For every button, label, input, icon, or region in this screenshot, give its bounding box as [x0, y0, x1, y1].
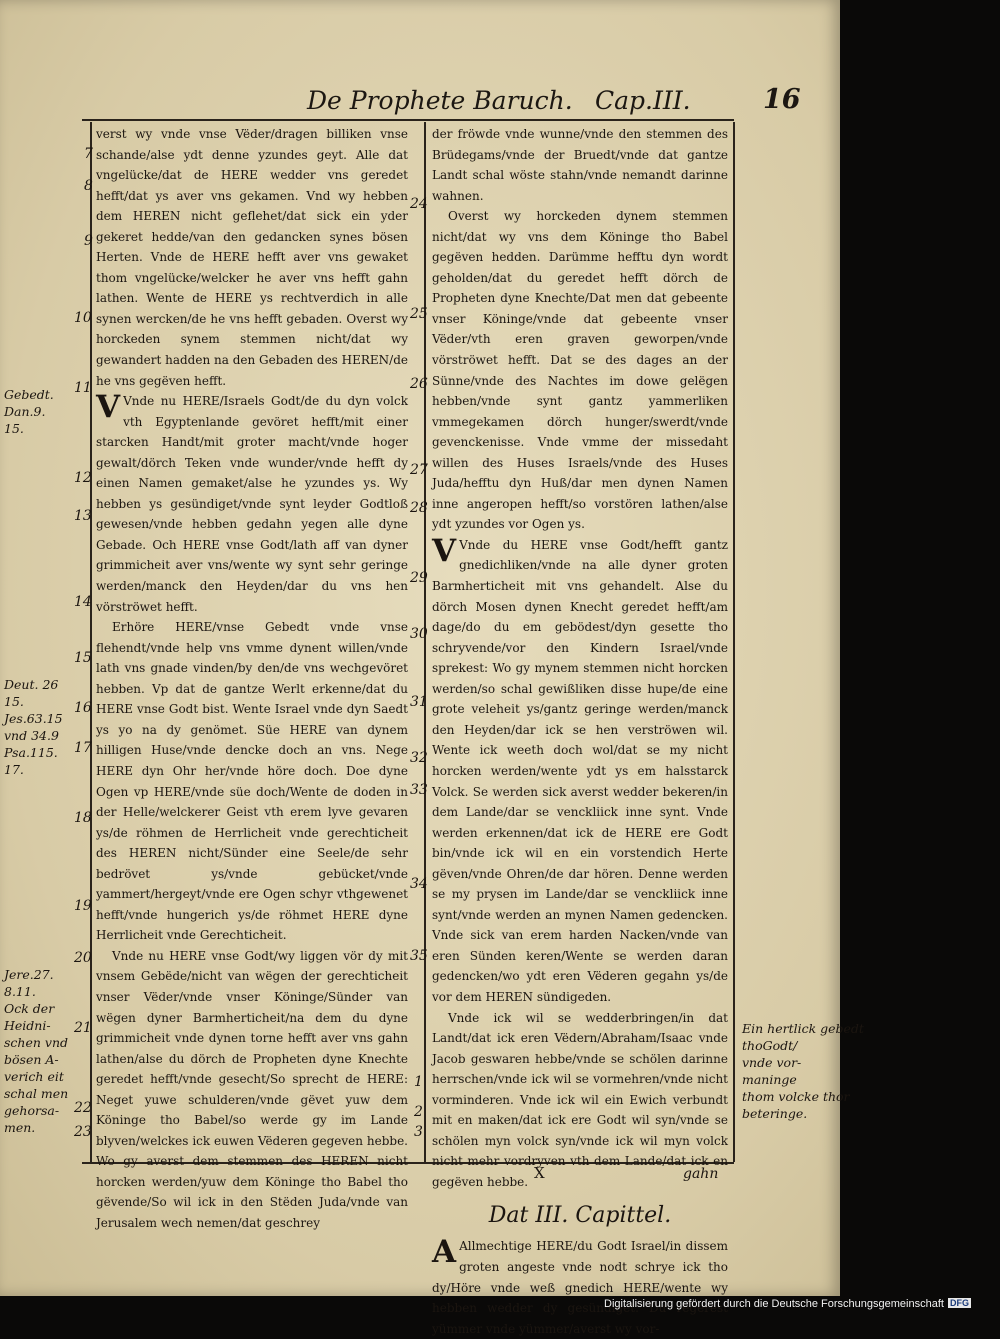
catchword: gahn: [683, 1166, 719, 1182]
verse-number: 1: [414, 1074, 423, 1090]
folio-number: 16: [763, 84, 801, 115]
verse-number: 26: [410, 376, 428, 392]
verse-number: 34: [410, 876, 428, 892]
verse-number: 19: [74, 898, 92, 914]
paragraph: [432, 1236, 728, 1339]
verse-number: 2: [414, 1104, 423, 1120]
marginal-gloss: Jere.27. 8.11. Ock der Heidni- schen vnd bösen A- verich eit schal men gehorsa- men.: [4, 967, 69, 1135]
verse-number: 7: [84, 146, 93, 162]
paragraph: verst wy vnde vnse Vëder/dragen billiken vnse schande/alse ydt denne yzundes geyt. Alle dat vngelücke/dat de HERE wedder vns geredet hefft/dat ys aver vns gekamen. Vnd wy hebben dem HEREN nicht geflehet/dat sick ein yder gekeret hedde/van den gedancken synes bösen Herten. Vnde de HERE hefft aver vns gewaket thom vngelücke/welcker he aver vns hefft gahn lathen. Wente de HERE ys rechtverdich in alle synen wercken/de he vns hefft gebaden. Overst wy horckeden synem stemmen nicht/dat wy gewandert hadden na den Gebaden des HEREN/de he vns gegëven hefft.: [96, 127, 408, 388]
verse-number: 18: [74, 810, 92, 826]
verse-number: 30: [410, 626, 428, 642]
verse-number: 31: [410, 694, 428, 710]
paragraph: Erhöre HERE/vnse Gebedt vnde vnse flehendt/vnde help vns vmme dynent willen/vnde lath vns gnade vinden/by den/de vns wechgevöret hebben. Vp dat de gantze Werlt erkenne/dat du HERE vnse Godt bist. Wente Israel vnde dyn Saedt ys yo na dy genömet. Süe HERE van dynem hilligen Huse/vnde dencke doch an vns. Nege HERE dyn Ohr her/vnde höre doch. Doe dyne Ogen vp HERE/vnde süe doch/Wente de doden in der Helle/welckerer Geist vth erem lyve gevaren ys/de röhmen de Herrlicheit vnde gerechticheit des HEREN nicht/Sünder eine Seele/de sehr bedrövet ys/vnde gebücket/vnde yammert/hergeyt/vnde ere Ogen schyr vthgewenet hefft/vnde hungerich ys/de röhmet HERE dyne Herrlicheit vnde Gerechticheit.: [96, 620, 408, 943]
marginal-gloss: Ein hertlick gebedt thoGodt/ vnde vor- maninge thom volcke thor beteringe.: [742, 1021, 864, 1121]
verse-number: 22: [74, 1100, 92, 1116]
digitization-credit: [604, 1298, 971, 1310]
drop-cap: V: [432, 532, 457, 569]
verse-number: 20: [74, 950, 92, 966]
verse-number: 29: [410, 570, 428, 586]
drop-cap: V: [96, 389, 121, 426]
paragraph: Vnde ick wil se wedderbringen/in dat Landt/dat ick eren Vëdern/Abraham/Isaac vnde Jacob geswaren hebbe/vnde se schölen darinne herrschen/vnde ick wil se vormehren/vnde nicht vorminderen. Vnde ick wil ein Ewich verbundt mit en maken/dat ick ere Godt wil syn/vnde se schölen myn volck syn/vnde ick wil myn volck nicht mehr vordryven vth dem Lande/dat ick en gegëven hebbe.: [432, 1010, 728, 1189]
drop-cap: A: [432, 1234, 457, 1271]
paragraph: der fröwde vnde wunne/vnde den stemmen des Brüdegams/vnde der Bruedt/vnde dat gantze Landt schal wöste stahn/vnde nemandt darinne wahnen.: [432, 127, 728, 203]
right-margin-rule: [733, 122, 735, 1162]
verse-number: 32: [410, 750, 428, 766]
marginal-gloss: Deut. 26 15. Jes.63.15 vnd 34.9 Psa.115. 17.: [4, 677, 63, 777]
running-title: De Prophete Baruch.: [307, 86, 573, 115]
signature-mark: X: [534, 1164, 545, 1182]
verse-number: 9: [84, 233, 93, 249]
verse-number: 14: [74, 594, 92, 610]
chapter-heading: Dat III. Capittel.: [488, 1203, 672, 1229]
chapter-label: Cap.III.: [595, 86, 691, 115]
verse-number: 35: [410, 948, 428, 964]
verse-number: 23: [74, 1124, 92, 1140]
verse-number: 10: [74, 310, 92, 326]
paragraph: [96, 391, 408, 617]
left-column: [96, 124, 408, 1234]
verse-number: 25: [410, 306, 428, 322]
left-margin-rule: [90, 122, 92, 1162]
dfg-logo: DFG: [949, 1298, 969, 1308]
marginal-gloss: Gebedt. Dan.9. 15.: [4, 387, 54, 436]
verse-number: 27: [410, 462, 428, 478]
right-column: [432, 124, 728, 1339]
verse-number: 13: [74, 508, 92, 524]
running-header: [75, 86, 815, 120]
credit-text: Digitalisierung gefördert durch die Deutsche Forschungsgemeinschaft: [604, 1298, 944, 1310]
verse-number: 3: [414, 1124, 423, 1140]
verse-number: 11: [74, 380, 92, 396]
verse-number: 16: [74, 700, 92, 716]
paragraph: Overst wy horckeden dynem stemmen nicht/dat wy vns dem Köninge tho Babel gegëven hedden. Darümme hefftu dyn wordt geholden/dat du geredet hefft dörch de Propheten dyne Knechte/Dat men dat gebeente vnser Köninge/vnde dat gebeente vnser Vëder/vth eren graven geworpen/vnde vörströwet hefft. Dat se des dages an der Sünne/vnde des Nachtes im dowe gelëgen hebben/vnde synt gantz yammerliken vmmegekamen dörch hunger/swerdt/vnde gevenckenisse. Vnde vmme der missedaht willen des Huses Israels/vnde des Huses Juda/hefftu dyn Huß/dar men dynen Namen inne angeropen hefft/so vorstören lathen/alse ydt yzundes vor Ogen ys.: [432, 209, 728, 532]
paragraph: [432, 532, 728, 1008]
column-divider: [424, 122, 426, 1162]
paragraph-text: Vnde nu HERE/Israels Godt/de du dyn volck vth Egyptenlande gevöret hefft/mit einer starcken Handt/mit groter macht/vnde hoger gewalt/dörch Teken vnde wunder/vnde hefft dy einen Namen gemaket/alse he yzundes ys. Wy hebben ys gesündiget/vnde synt leyder Godtloß gewesen/vnde hebben gedahn yegen alle dyne Gebade. Och HERE vnse Godt/lath aff van dyner grimmicheit aver vns/wente wy synt sehr geringe werden/manck den Heyden/dar du vns hen vörströwet hefft.: [96, 394, 408, 614]
paragraph-text: Allmechtige HERE/du Godt Israel/in dissem groten angeste vnde nodt schrye ick tho dy/Höre vnde weß gnedich HERE/wente wy hebben wedder dy gesündiget. Du regerest yümmer vnde yümmer/averst wy vor-: [432, 1239, 728, 1336]
paragraph-text: Vnde du HERE vnse Godt/hefft gantz gnedichliken/vnde na alle dyner groten Barmherticheit mit vns gehandelt. Alse du dörch Mosen dynen Knecht geredet hefft/am dage/do du em gebödest/dyn gesette tho schryvende/vor den Kindern Israel/vnde sprekest: Wo gy mynem stemmen nicht horcken werden/so schal gewißliken disse hupe/de eine grote veleheit ys/gantz geringe werden/manck den Heyden/dar ick se hen verströwen wil. Wente ick weeth doch wol/dat se my nicht horcken werden/wente ydt ys em halsstarck Volck. Se werden sick averst wedder bekeren/in dem Lande/dar se venckliick inne synt. Vnde werden erkennen/dat ick de HERE ere Godt bin/vnde ick wil en ein vorstendich Herte gëven/vnde Ohren/de dar hören. Denne werden se my prysen im Lande/dar se venckliick inne synt/vnde werden an mynen Namen gedencken. Vnde sick van erem harden Nacken/vnde van eren Sünden keren/Wente se werden daran gedencken/wo ydt eren Vëderen gegahn ys/de vor dem HEREN sündigeden.: [432, 537, 728, 1004]
verse-number: 24: [410, 196, 428, 212]
verse-number: 17: [74, 740, 92, 756]
verse-number: 33: [410, 782, 428, 798]
verse-number: 15: [74, 650, 92, 666]
verse-number: 12: [74, 470, 92, 486]
verse-number: 28: [410, 500, 428, 516]
paragraph: Vnde nu HERE vnse Godt/wy liggen vör dy mit vnsem Gebëde/nicht van wëgen der gerechticheit vnser Vëder/vnde vnser Köninge/Sünder van wëgen dyner Barmherticheit/na dem du dyne grimmicheit vnde dynen torne hefft aver vns gahn lathen/alse du dörch de Propheten dyne Knechte geredet hefft/vnde gesecht/So sprecht de HERE: Neget yuwe schulderen/vnde gëvet yuw dem Köninge tho Babel/so werde gy im Lande blyven/welckes ick euwen Vëderen gegeven hebbe. Wo gy averst dem stemmen des HEREN nicht horcken werden/yuw dem Köninge tho Babel tho gëvende/So wil ick in den Stëden Juda/vnde van Jerusalem wech nemen/dat geschrey: [96, 948, 408, 1230]
header-rule: [82, 119, 734, 121]
verse-number: 8: [84, 178, 93, 194]
verse-number: 21: [74, 1020, 92, 1036]
